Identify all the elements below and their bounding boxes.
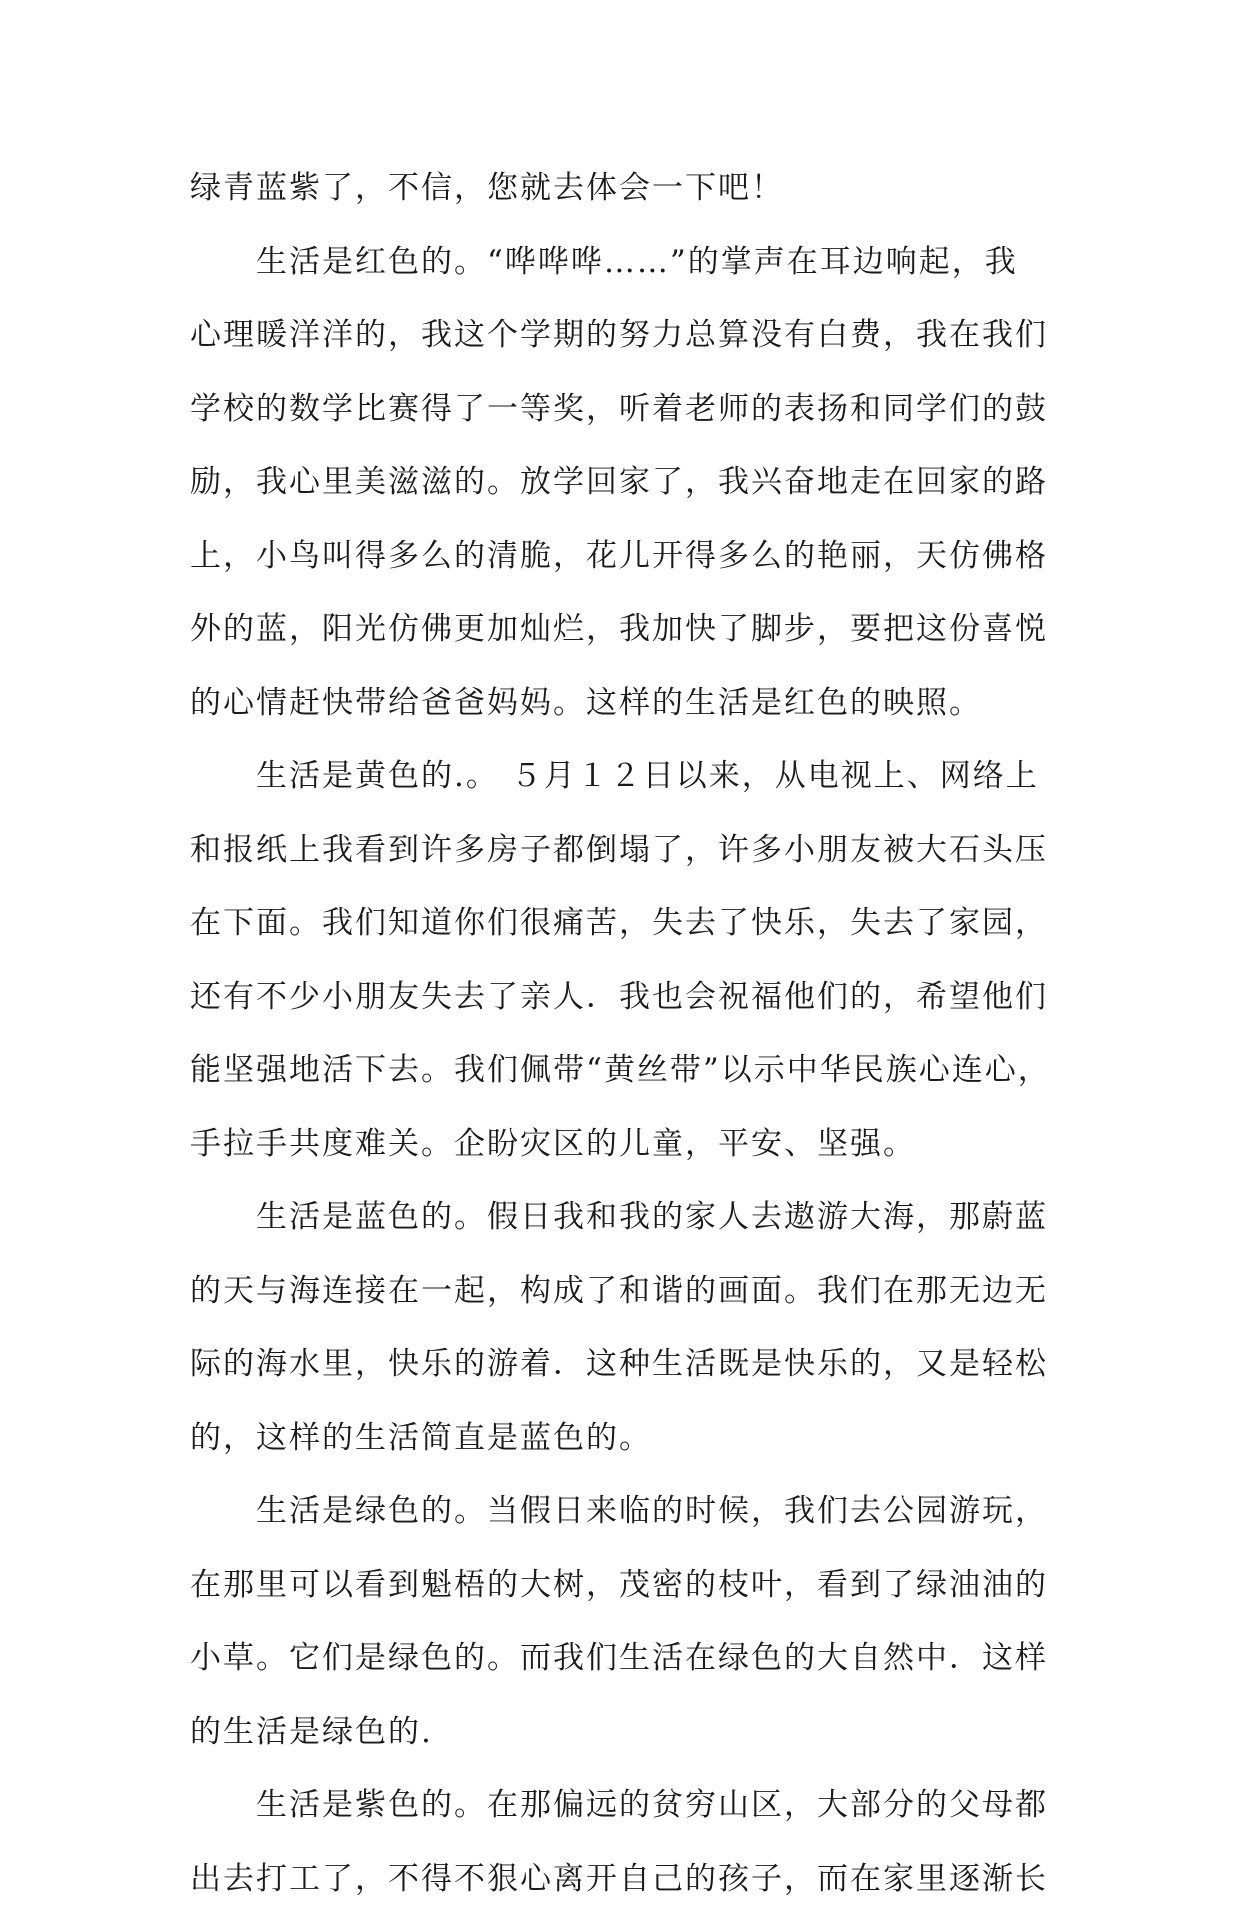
text-line: 心理暖洋洋的，我这个学期的努力总算没有白费，我在我们	[190, 299, 1070, 373]
text-line: 的生活是绿色的.	[190, 1696, 1070, 1770]
text-line: 上，小鸟叫得多么的清脆，花儿开得多么的艳丽，天仿佛格	[190, 520, 1070, 594]
text-line: 小草。它们是绿色的。而我们生活在绿色的大自然中．这样	[190, 1622, 1070, 1696]
text-line: 在那里可以看到魁梧的大树，茂密的枝叶，看到了绿油油的	[190, 1549, 1070, 1623]
text-line: 出去打工了，不得不狠心离开自己的孩子，而在家里逐渐长	[190, 1843, 1070, 1916]
text-line: 的心情赶快带给爸爸妈妈。这样的生活是红色的映照。	[190, 667, 1070, 741]
text-line: 际的海水里，快乐的游着．这种生活既是快乐的，又是轻松	[190, 1328, 1070, 1402]
text-line: 手拉手共度难关。企盼灾区的儿童，平安、坚强。	[190, 1108, 1070, 1182]
text-line: 的，这样的生活简直是蓝色的。	[190, 1402, 1070, 1476]
paragraph-first-line: 生活是绿色的。当假日来临的时候，我们去公园游玩，	[190, 1475, 1070, 1549]
text-line: 在下面。我们知道你们很痛苦，失去了快乐，失去了家园，	[190, 887, 1070, 961]
body-text	[190, 152, 1070, 1916]
paragraph-first-line: 生活是红色的。“哗哗哗……”的掌声在耳边响起，我	[190, 226, 1070, 300]
text-line: 绿青蓝紫了，不信，您就去体会一下吧！	[190, 152, 1070, 226]
text-line: 和报纸上我看到许多房子都倒塌了，许多小朋友被大石头压	[190, 814, 1070, 888]
paragraph-first-line: 生活是蓝色的。假日我和我的家人去遨游大海，那蔚蓝	[190, 1181, 1070, 1255]
paragraph-first-line: 生活是黄色的.。 ５月１２日以来，从电视上、网络上	[190, 740, 1070, 814]
paragraph-first-line: 生活是紫色的。在那偏远的贫穷山区，大部分的父母都	[190, 1769, 1070, 1843]
text-line: 还有不少小朋友失去了亲人．我也会祝福他们的，希望他们	[190, 961, 1070, 1035]
text-line: 能坚强地活下去。我们佩带“黄丝带”以示中华民族心连心，	[190, 1034, 1070, 1108]
text-line: 励，我心里美滋滋的。放学回家了，我兴奋地走在回家的路	[190, 446, 1070, 520]
text-line: 学校的数学比赛得了一等奖，听着老师的表扬和同学们的鼓	[190, 373, 1070, 447]
text-line: 的天与海连接在一起，构成了和谐的画面。我们在那无边无	[190, 1255, 1070, 1329]
text-line: 外的蓝，阳光仿佛更加灿烂，我加快了脚步，要把这份喜悦	[190, 593, 1070, 667]
